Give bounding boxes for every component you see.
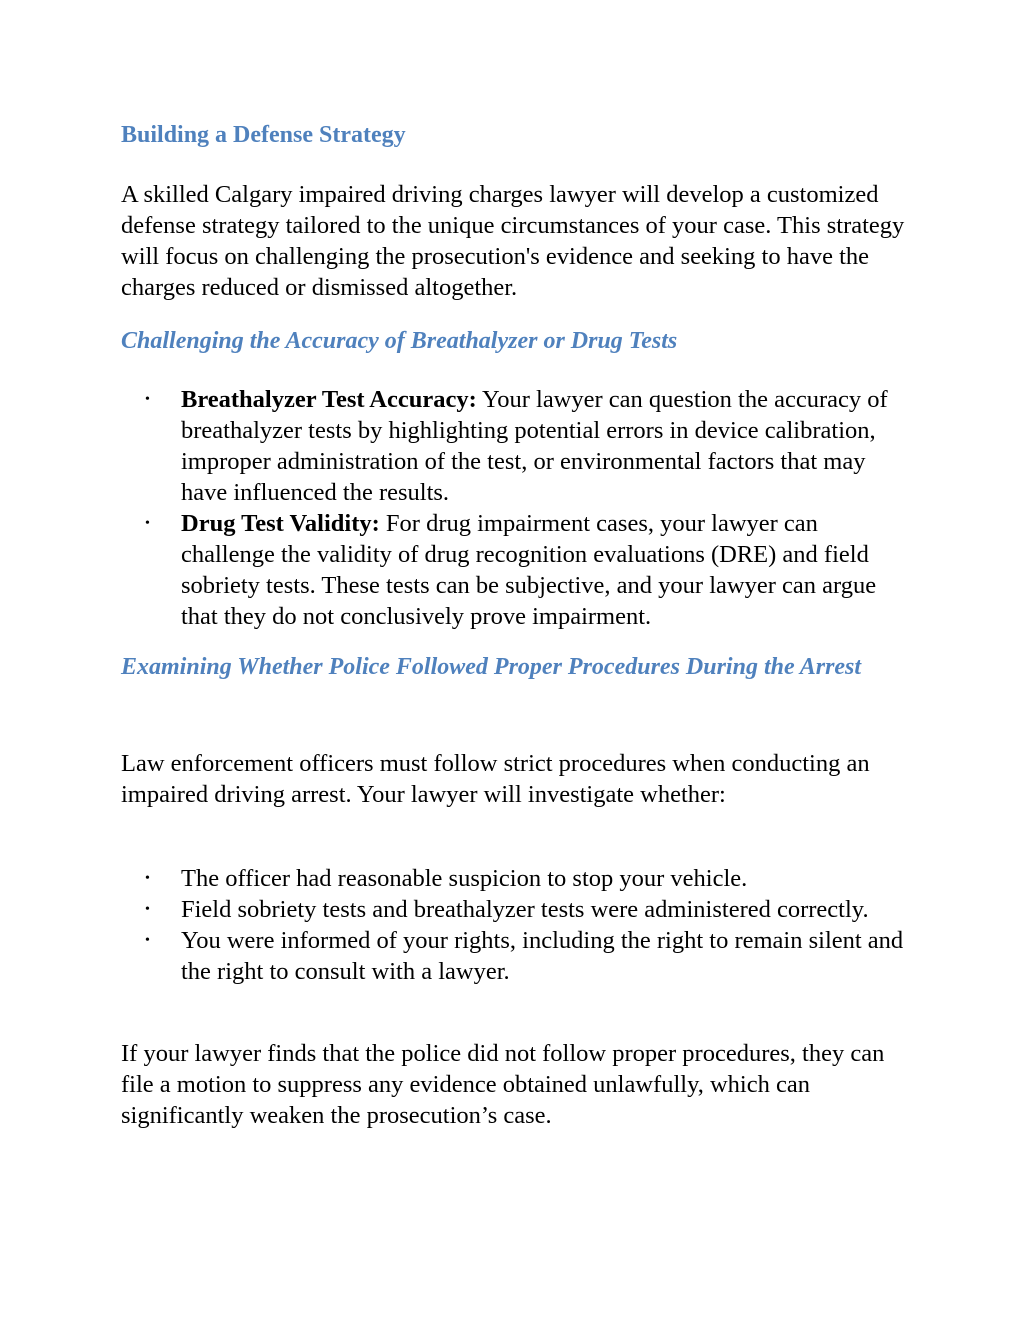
- bullet-icon: •: [145, 871, 150, 886]
- list-item: [121, 894, 911, 925]
- procedures-list: [121, 863, 911, 987]
- list-item-label: Breathalyzer Test Accuracy:: [181, 386, 477, 413]
- bullet-icon: •: [145, 933, 150, 948]
- tests-list: [121, 384, 911, 632]
- list-item-text: You were informed of your rights, including the right to remain silent and the right to consult with a lawyer.: [181, 927, 904, 985]
- list-item: [121, 925, 911, 987]
- list-item: [121, 863, 911, 894]
- bullet-icon: •: [145, 516, 150, 531]
- bullet-icon: •: [145, 392, 150, 407]
- intro-paragraph: A skilled Calgary impaired driving charges lawyer will develop a customized defense strategy tailored to the unique circumstances of your case. This strategy will focus on challenging the prosecution's evidence and seeking to have the charges reduced or dismissed altogether.: [121, 181, 905, 301]
- list-item-text: For drug impairment cases, your lawyer can challenge the validity of drug recognition evaluations (DRE) and field sobriety tests. These tests can be subjective, and your lawyer can argue that they do not conclusively prove impairment.: [181, 510, 877, 630]
- list-item-text: Field sobriety tests and breathalyzer tests were administered correctly.: [181, 896, 869, 923]
- section-heading: Building a Defense Strategy: [121, 122, 406, 148]
- closing-paragraph: If your lawyer finds that the police did not follow proper procedures, they can file a motion to suppress any evidence obtained unlawfully, which can significantly weaken the prosecution’s case.: [121, 1040, 885, 1129]
- procedures-paragraph: Law enforcement officers must follow strict procedures when conducting an impaired driving arrest. Your lawyer will investigate whether:: [121, 750, 870, 808]
- list-item-label: Drug Test Validity:: [181, 510, 380, 537]
- list-item-text: Your lawyer can question the accuracy of breathalyzer tests by highlighting potential errors in device calibration, improper administration of the test, or environmental factors that may have influenced the results.: [181, 386, 888, 506]
- list-item-text: The officer had reasonable suspicion to stop your vehicle.: [181, 865, 748, 892]
- bullet-icon: •: [145, 902, 150, 917]
- list-item: [121, 508, 911, 632]
- subheading-tests: Challenging the Accuracy of Breathalyzer or Drug Tests: [121, 328, 678, 354]
- subheading-procedures: Examining Whether Police Followed Proper Procedures During the Arrest: [121, 654, 862, 680]
- list-item: [121, 384, 911, 508]
